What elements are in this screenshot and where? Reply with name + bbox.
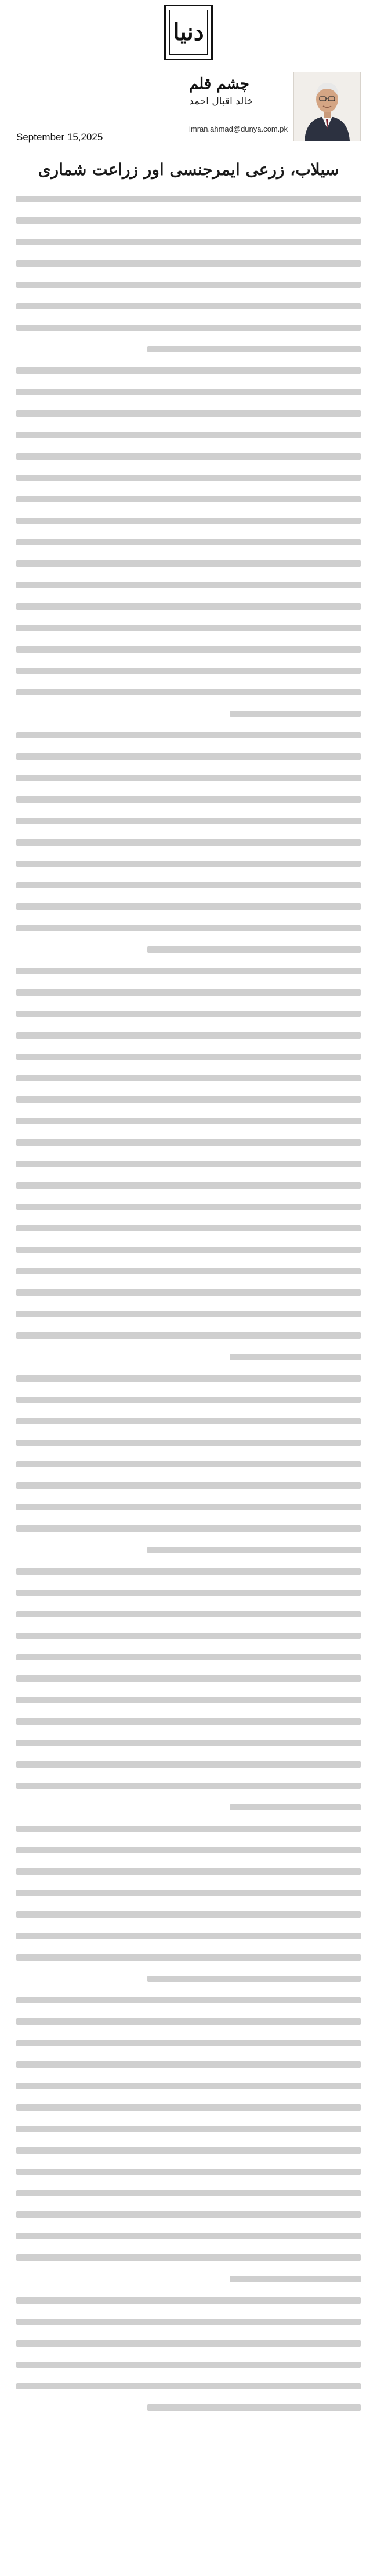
author-email[interactable]: imran.ahmad@dunya.com.pk [189, 125, 288, 134]
text-line-placeholder [16, 689, 361, 695]
text-line-placeholder [16, 1847, 361, 1853]
text-line-placeholder [230, 2276, 361, 2282]
text-line-placeholder [16, 1482, 361, 1489]
text-line-placeholder [16, 539, 361, 545]
text-line-placeholder [16, 1654, 361, 1660]
text-line-placeholder [16, 1783, 361, 1789]
text-line-placeholder [16, 2362, 361, 2368]
text-line-placeholder [16, 1075, 361, 1081]
text-line-placeholder [16, 603, 361, 610]
article-paragraph [16, 1997, 361, 2282]
text-line-placeholder [16, 1054, 361, 1060]
article-body [16, 196, 361, 2411]
text-line-placeholder [16, 1997, 361, 2003]
text-line-placeholder [16, 1461, 361, 1467]
text-line-placeholder [16, 1032, 361, 1039]
text-line-placeholder [147, 1547, 361, 1553]
author-portrait-icon [294, 72, 360, 141]
text-line-placeholder [16, 303, 361, 309]
text-line-placeholder [16, 2340, 361, 2347]
text-line-placeholder [16, 1225, 361, 1231]
author-photo [293, 72, 361, 141]
text-line-placeholder [147, 346, 361, 352]
text-line-placeholder [16, 2126, 361, 2132]
text-line-placeholder [16, 2104, 361, 2111]
text-line-placeholder [16, 1933, 361, 1939]
text-line-placeholder [16, 668, 361, 674]
text-line-placeholder [16, 796, 361, 803]
text-line-placeholder [147, 2404, 361, 2411]
text-line-placeholder [16, 861, 361, 867]
masthead [16, 0, 361, 70]
article-paragraph [16, 2297, 361, 2411]
text-line-placeholder [16, 1440, 361, 1446]
text-line-placeholder [16, 282, 361, 288]
text-line-placeholder [16, 1182, 361, 1189]
byline-left [16, 72, 103, 148]
text-line-placeholder [16, 217, 361, 224]
text-line-placeholder [16, 1568, 361, 1575]
article-paragraph [16, 968, 361, 1360]
text-line-placeholder [16, 839, 361, 846]
text-line-placeholder [16, 1118, 361, 1124]
text-line-placeholder [16, 775, 361, 781]
text-line-placeholder [16, 560, 361, 567]
article-paragraph [16, 732, 361, 953]
text-line-placeholder [16, 1697, 361, 1703]
text-line-placeholder [16, 475, 361, 481]
text-line-placeholder [16, 732, 361, 738]
article-paragraph [16, 1826, 361, 1982]
text-line-placeholder [16, 239, 361, 245]
text-line-placeholder [230, 711, 361, 717]
text-line-placeholder [16, 2319, 361, 2325]
text-line-placeholder [16, 1375, 361, 1382]
text-line-placeholder [16, 753, 361, 760]
text-line-placeholder [16, 2297, 361, 2304]
text-line-placeholder [16, 1911, 361, 1918]
article-headline: سیلاب، زرعی ایمرجنسی اور زراعت شماری [16, 155, 361, 185]
text-line-placeholder [16, 818, 361, 824]
text-line-placeholder [16, 1011, 361, 1017]
byline [16, 72, 361, 148]
text-line-placeholder [16, 1868, 361, 1875]
newspaper-logo[interactable] [164, 5, 213, 60]
text-line-placeholder [16, 410, 361, 417]
text-line-placeholder [16, 2233, 361, 2239]
author-name: خالد اقبال احمد [189, 96, 253, 108]
text-line-placeholder [16, 1611, 361, 1617]
article-paragraph [16, 1375, 361, 1553]
publish-date: September 15,2025 [16, 132, 103, 147]
text-line-placeholder [16, 1890, 361, 1896]
article-paragraph [16, 367, 361, 717]
article-paragraph [16, 196, 361, 352]
text-line-placeholder [16, 2040, 361, 2046]
text-line-placeholder [16, 2211, 361, 2218]
text-line-placeholder [16, 1633, 361, 1639]
text-line-placeholder [16, 1718, 361, 1725]
text-line-placeholder [16, 625, 361, 631]
text-line-placeholder [230, 1354, 361, 1360]
text-line-placeholder [16, 1504, 361, 1510]
text-line-placeholder [16, 1311, 361, 1317]
text-line-placeholder [16, 582, 361, 588]
text-line-placeholder [16, 1418, 361, 1424]
text-line-placeholder [16, 1397, 361, 1403]
text-line-placeholder [16, 2383, 361, 2389]
byline-text [189, 72, 288, 133]
text-line-placeholder [16, 1289, 361, 1296]
text-line-placeholder [16, 646, 361, 653]
text-line-placeholder [16, 2018, 361, 2025]
text-line-placeholder [16, 453, 361, 460]
text-line-placeholder [16, 196, 361, 202]
text-line-placeholder [16, 989, 361, 996]
text-line-placeholder [16, 925, 361, 931]
text-line-placeholder [16, 1332, 361, 1339]
article-paragraph [16, 1568, 361, 1810]
text-line-placeholder [16, 1675, 361, 1682]
text-line-placeholder [16, 389, 361, 395]
text-line-placeholder [16, 2083, 361, 2089]
text-line-placeholder [230, 1804, 361, 1810]
column-name: چشم قلم [189, 75, 249, 93]
text-line-placeholder [16, 1590, 361, 1596]
text-line-placeholder [16, 1740, 361, 1746]
text-line-placeholder [16, 1761, 361, 1768]
text-line-placeholder [16, 325, 361, 331]
text-line-placeholder [16, 1204, 361, 1210]
text-line-placeholder [16, 260, 361, 267]
text-line-placeholder [16, 496, 361, 502]
text-line-placeholder [16, 1096, 361, 1103]
text-line-placeholder [16, 1954, 361, 1961]
text-line-placeholder [16, 1525, 361, 1532]
text-line-placeholder [147, 946, 361, 953]
text-line-placeholder [16, 968, 361, 974]
text-line-placeholder [16, 518, 361, 524]
logo-text: دنیا [173, 19, 204, 46]
text-line-placeholder [16, 882, 361, 888]
text-line-placeholder [16, 1826, 361, 1832]
text-line-placeholder [16, 2061, 361, 2068]
text-line-placeholder [16, 2147, 361, 2154]
text-line-placeholder [16, 903, 361, 910]
byline-right [189, 72, 361, 148]
text-line-placeholder [16, 1161, 361, 1167]
text-line-placeholder [147, 1976, 361, 1982]
text-line-placeholder [16, 1268, 361, 1274]
text-line-placeholder [16, 2169, 361, 2175]
text-line-placeholder [16, 1247, 361, 1253]
text-line-placeholder [16, 2190, 361, 2196]
text-line-placeholder [16, 2254, 361, 2261]
text-line-placeholder [16, 432, 361, 438]
text-line-placeholder [16, 1139, 361, 1146]
text-line-placeholder [16, 367, 361, 374]
